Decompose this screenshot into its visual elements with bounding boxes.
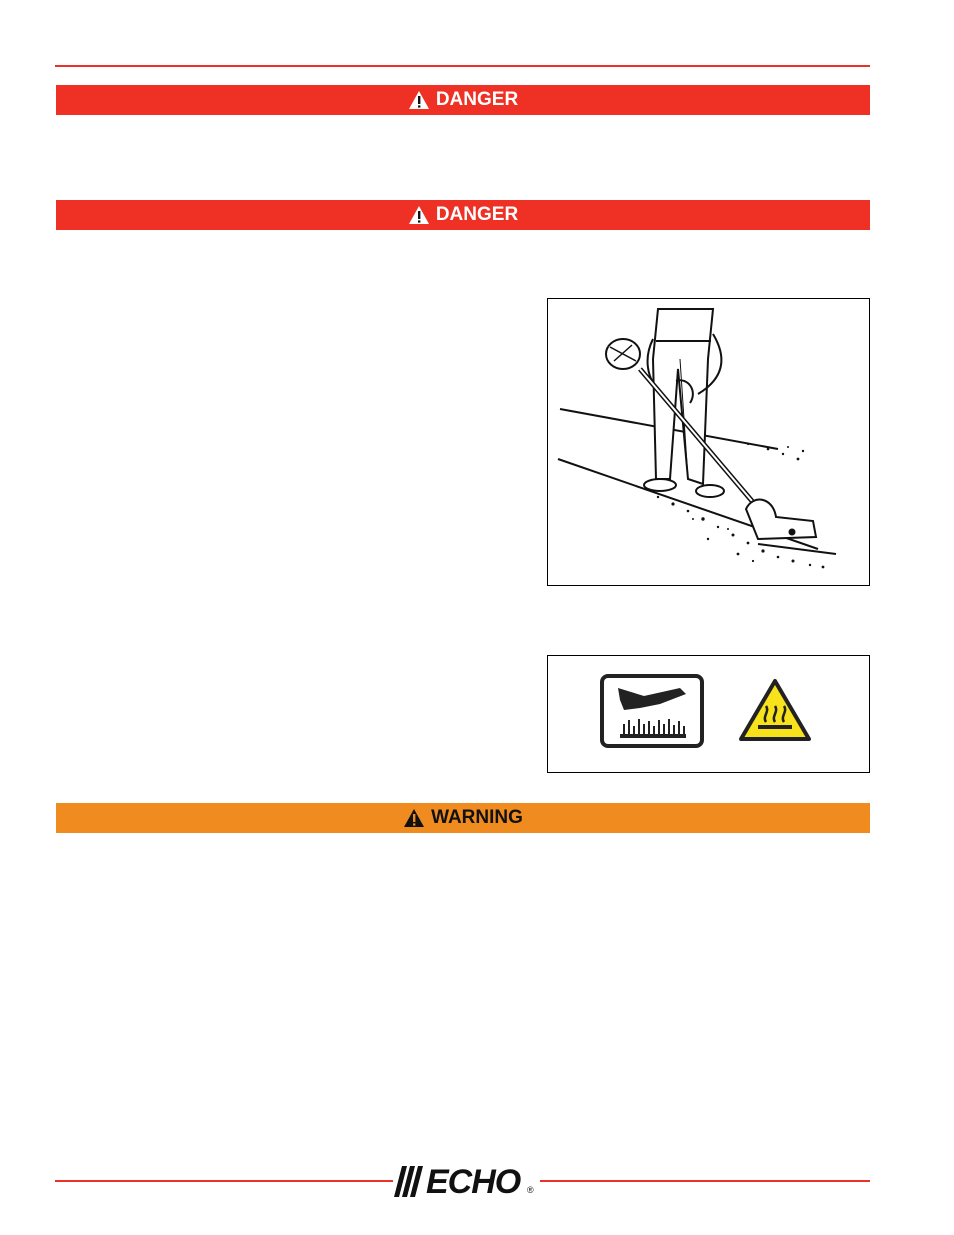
footer-rule-left [55,1180,393,1182]
footer-rule-right [540,1180,870,1182]
hot-surface-warning-icon [738,678,812,742]
registered-mark: ® [527,1185,534,1195]
header-rule [55,65,870,67]
warning-banner [56,803,870,833]
symbols-frame [547,655,870,773]
danger-banner-2 [56,200,870,230]
warning-banner-label: WARNING [431,807,523,828]
hot-surface-hand-icon [600,674,704,748]
danger-banner-2-label: DANGER [435,204,519,225]
echo-logo [392,1163,540,1201]
echo-logo-text: ECHO [426,1163,521,1201]
edger-illustration-frame [547,298,870,586]
warning-triangle-icon [408,205,430,225]
operator-using-edger-illustration [548,299,869,585]
warning-triangle-icon [403,808,425,828]
danger-banner-1 [56,85,870,115]
warning-triangle-icon [408,90,430,110]
danger-banner-1-label: DANGER [435,89,519,110]
